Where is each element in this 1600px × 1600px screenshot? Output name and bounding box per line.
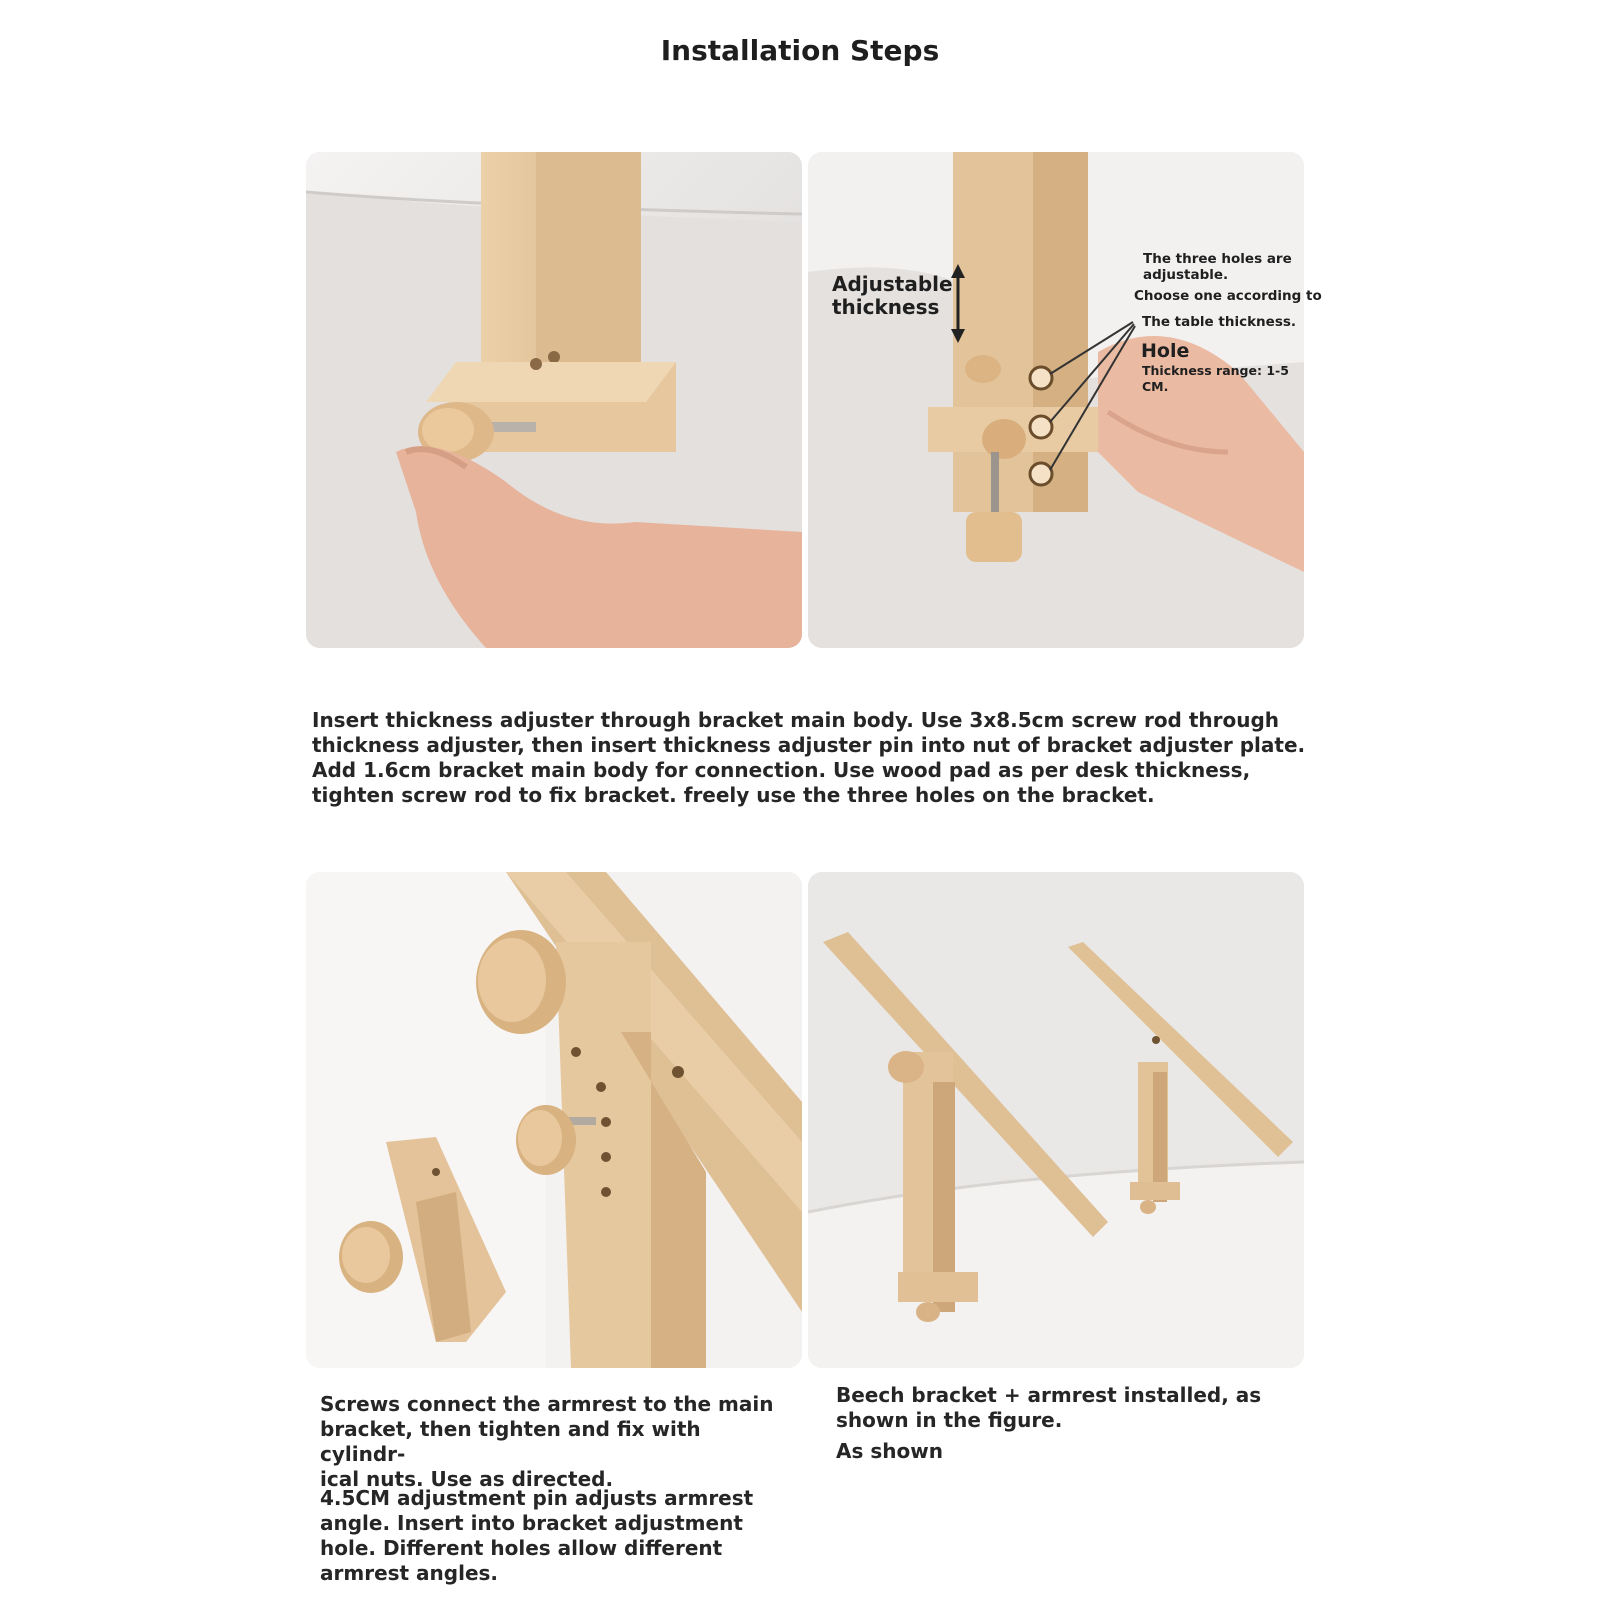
adjustment-pin-text: 4.5CM adjustment pin adjusts armrest angle. Insert into bracket adjustment hole. Different holes allow different armrest angles.	[320, 1486, 754, 1585]
clamp-tightening-photo	[306, 152, 802, 648]
installed-description: Beech bracket + armrest installed, as shown in the figure.	[836, 1383, 1262, 1432]
holes-adjustable-note: The three holes are adjustable.	[1143, 251, 1292, 283]
installed-bracket-photo	[808, 872, 1304, 1368]
adjustable-thickness-photo	[808, 152, 1304, 648]
thickness-range-note: Thickness range: 1-5 CM.	[1142, 363, 1289, 394]
as-shown-label: As shown	[836, 1439, 943, 1463]
hole-label: Hole	[1141, 340, 1190, 362]
table-thickness-note: The table thickness.	[1142, 314, 1297, 330]
choose-one-note: Choose one according to	[1134, 288, 1322, 304]
armrest-connection-photo	[306, 872, 802, 1368]
armrest-connection-text: Screws connect the armrest to the main bracket, then tighten and fix with cylindr- ical nuts. Use as directed.	[320, 1392, 774, 1491]
adjustable-thickness-label: Adjustable thickness	[832, 272, 953, 319]
page-title: Installation Steps	[660, 34, 940, 67]
step-one-description: Insert thickness adjuster through bracket main body. Use 3x8.5cm screw rod through thickness adjuster, then insert thickness adjuster pin into nut of bracket adjuster plate. Add 1.6cm bracket main body for connection. Use wood pad as per desk thickness, tighten screw rod to fix bracket. freely use the three holes on the bracket.	[312, 708, 1306, 807]
